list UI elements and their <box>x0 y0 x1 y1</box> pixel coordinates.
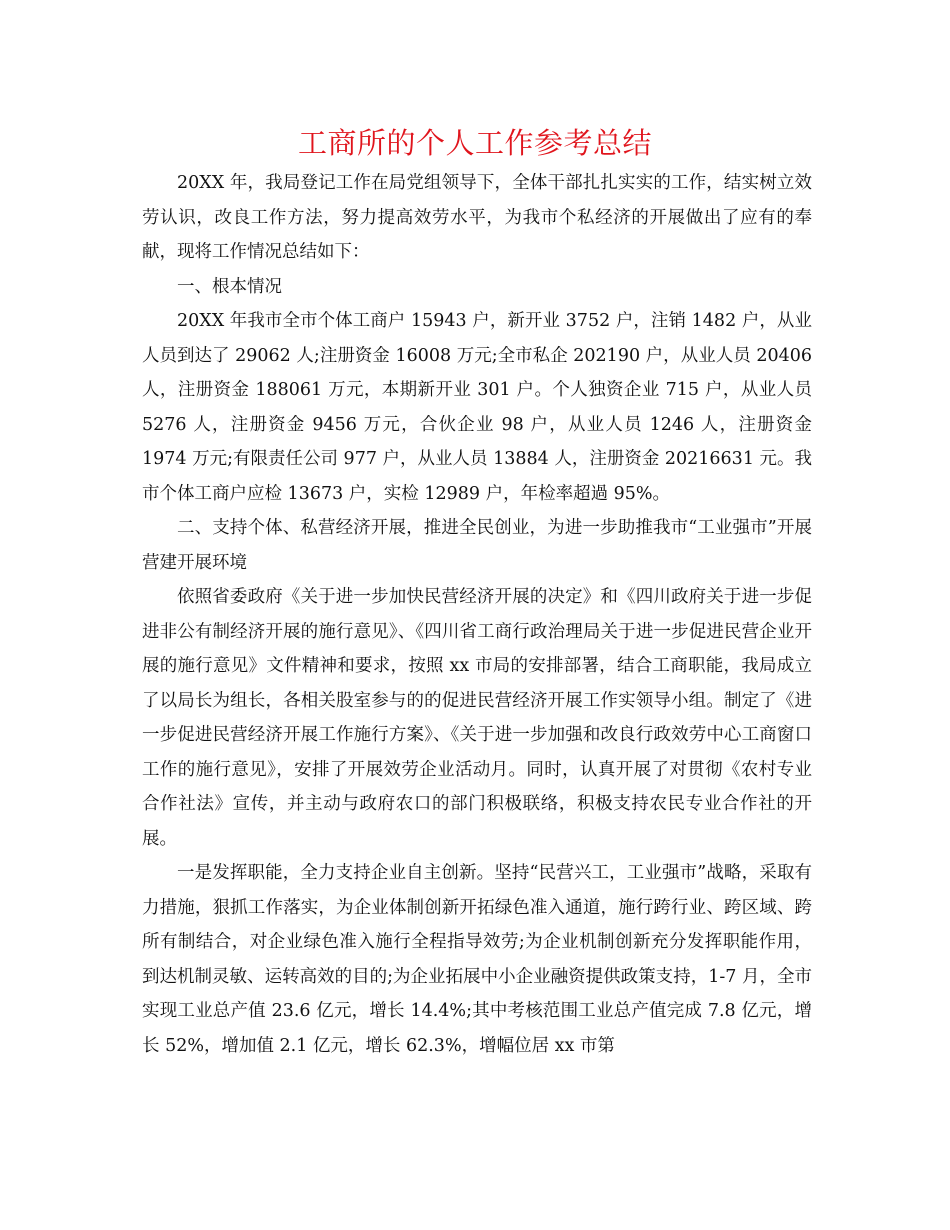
document-body <box>142 166 812 1063</box>
innovation-paragraph: 一是发挥职能，全力支持企业自主创新。坚持“民营兴工，工业强市”战略，采取有力措施，狠抓工作落实，为企业体制创新开拓绿色准入通道，施行跨行业、跨区域、跨所有制结合，对企业绿色准入施行全程指导效劳;为企业机制创新充分发挥职能作用，到达机制灵敏、运转高效的目的;为企业拓展中小企业融资提供政策支持，1-7 月，全市实现工业总产值 23.6 亿元，增长 14.4%;其中考核范围工业总产值完成 7.8 亿元，增长 52%，增加值 2.1 亿元，增长 62.3%，增幅位居 xx 市第 <box>142 863 812 1056</box>
policy-paragraph: 依照省委政府《关于进一步加快民营经济开展的决定》和《四川政府关于进一步促进非公有制经济开展的施行意见》、《四川省工商行政治理局关于进一步促进民营企业开展的施行意见》文件精神和要求，按照 xx 市局的安排部署，结合工商职能，我局成立了以局长为组长，各相关股室参与的的促进民营经济开展工作实领导小组。制定了《进一步促进民营经济开展工作施行方案》、《关于进一步加强和改良行政效劳中心工商窗口工作的施行意见》，安排了开展效劳企业活动月。同时，认真开展了对贯彻《农村专业合作社法》宣传，并主动与政府农口的部门积极联络，积极支持农民专业合作社的开展。 <box>142 587 812 849</box>
section-heading-basic-situation: 一、根本情况 <box>177 276 282 297</box>
document-title: 工商所的个人工作参考总结 <box>297 126 652 160</box>
statistics-paragraph: 20XX 年我市全市个体工商户 15943 户，新开业 3752 户，注销 1482 户，从业人员到达了 29062 人;注册资金 16008 万元;全市私企 202190 户，从业人员 20406 人，注册资金 188061 万元，本期新开业 301 户。个人独资企业 715 户，从业人员 5276 人，注册资金 9456 万元，合伙企业 98 户，从业人员 1246 人，注册资金 1974 万元;有限责任公司 977 户，从业人员 13884 人，注册资金 20216631 元。我市个体工商户应检 13673 户，实检 12989 户，年检率超過 95%。 <box>142 311 813 504</box>
intro-paragraph: 20XX 年，我局登记工作在局党组领导下，全体干部扎扎实实的工作，结实树立效劳认识，改良工作方法，努力提高效劳水平，为我市个私经济的开展做出了应有的奉献，现将工作情况总结如下： <box>142 173 812 262</box>
section-heading-support-private-economy: 二、支持个体、私营经济开展，推进全民创业，为进一步助推我市“工业强市”开展营建开展环境 <box>142 518 812 573</box>
